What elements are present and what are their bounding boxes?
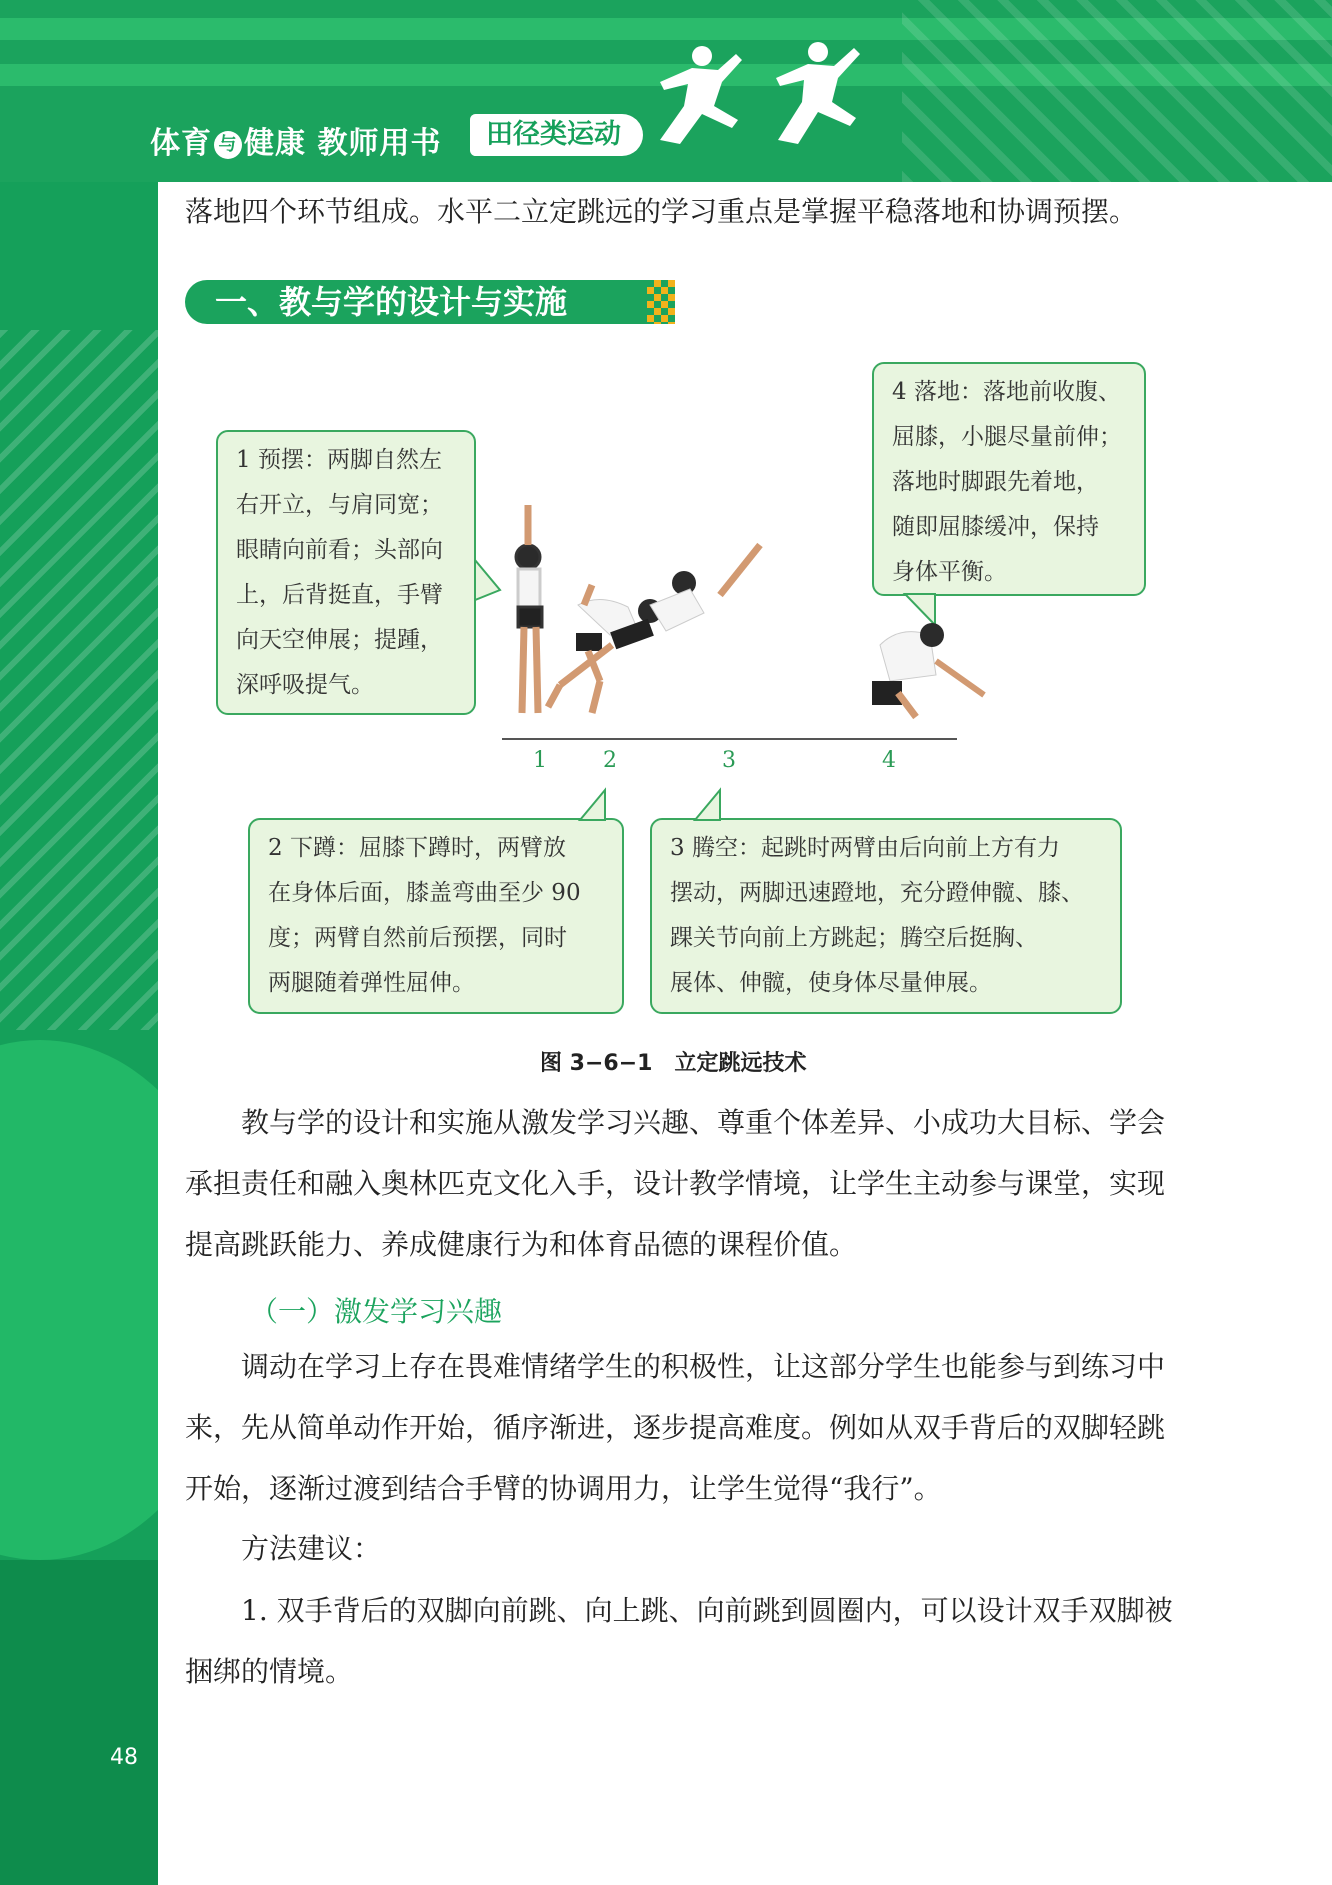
- callout-line: 眼睛向前看；头部向: [236, 537, 443, 563]
- figure-stage-4: [872, 623, 984, 717]
- section-heading: [185, 280, 675, 324]
- book-title: [150, 118, 441, 162]
- left-decor-band: [0, 0, 158, 1885]
- callout-line: 3 腾空：起跳时两臂由后向前上方有力: [670, 835, 1060, 861]
- page-header: [0, 0, 1332, 182]
- book-title-and-badge: 与: [214, 131, 242, 159]
- stage-number: 1: [533, 748, 547, 773]
- callout-line: 度；两臂自然前后预摆，同时: [268, 925, 567, 951]
- callout-line: 踝关节向前上方跳起；腾空后挺胸、: [670, 925, 1038, 951]
- callout-line: 深呼吸提气。: [236, 672, 374, 698]
- book-title-part1: 体育: [150, 126, 212, 161]
- callout-line: 两腿随着弹性屈伸。: [268, 970, 475, 996]
- callout-line: 右开立，与肩同宽；: [236, 492, 443, 518]
- callout-flight: [650, 818, 1122, 1014]
- intro-line: 落地四个环节组成。水平二立定跳远的学习重点是掌握平稳落地和协调预摆。: [185, 195, 1138, 228]
- figure-stage-3: [548, 545, 760, 707]
- callout-line: 1 预摆：两脚自然左: [236, 447, 442, 473]
- stage-number: 3: [722, 748, 736, 773]
- callout-line: 随即屈膝缓冲，保持: [892, 514, 1099, 540]
- figure-stage-2: [576, 585, 662, 713]
- callout-line: 上，后背挺直，手臂: [236, 582, 443, 608]
- stage-number: 2: [603, 748, 617, 773]
- callout-line: 摆动，两脚迅速蹬地，充分蹬伸髋、膝、: [670, 880, 1084, 906]
- ground-line: [502, 738, 957, 740]
- method-label: 方法建议：: [185, 1532, 382, 1565]
- section-heading-text: 一、教与学的设计与实施: [215, 283, 568, 321]
- callout-line: 屈膝，小腿尽量前伸；: [892, 424, 1122, 450]
- category-tag: 田径类运动: [470, 114, 643, 156]
- diagonal-stripes: [0, 330, 158, 1030]
- checker-decor: [647, 280, 675, 324]
- subheading-interest: （一）激发学习兴趣: [250, 1295, 503, 1328]
- callout-line: 向天空伸展；提踵，: [236, 627, 443, 653]
- figure-caption: 图 3−6−1 立定跳远技术: [540, 1051, 807, 1076]
- figure-stage-1: [516, 505, 542, 713]
- header-chevrons: [902, 0, 1332, 182]
- paragraph-motivation: 调动在学习上存在畏难情绪学生的积极性，让这部分学生也能参与到练习中来，先从简单动作开始，循序渐进，逐步提高难度。例如从双手背后的双脚轻跳开始，逐渐过渡到结合手臂的协调用力，让学生觉得“我行”。: [185, 1350, 1166, 1505]
- book-title-part2: 健康 教师用书: [244, 126, 442, 161]
- callout-prep-swing: [216, 430, 476, 715]
- callout-line: 2 下蹲：屈膝下蹲时，两臂放: [268, 835, 566, 861]
- paragraph-design: 教与学的设计和实施从激发学习兴趣、尊重个体差异、小成功大目标、学会承担责任和融入奥林匹克文化入手，设计教学情境，让学生主动参与课堂，实现提高跳跃能力、养成健康行为和体育品德的课程价值。: [185, 1106, 1166, 1261]
- paragraph-method-1: 1. 双手背后的双脚向前跳、向上跳、向前跳到圆圈内，可以设计双手双脚被捆绑的情境。: [185, 1594, 1173, 1688]
- standing-long-jump-figures: [500, 485, 1000, 741]
- stage-number: 4: [882, 748, 896, 773]
- callout-line: 4 落地：落地前收腹、: [892, 379, 1121, 405]
- callout-line: 落地时脚跟先着地，: [892, 469, 1099, 495]
- page-number: 48: [110, 1745, 138, 1770]
- decor-circle: [0, 1040, 158, 1560]
- callout-line: 身体平衡。: [892, 559, 1007, 585]
- decor-lower-block: [0, 1560, 158, 1885]
- callout-line: 展体、伸髋，使身体尽量伸展。: [670, 970, 992, 996]
- callout-squat: [248, 818, 624, 1014]
- runners-icon: [640, 40, 880, 170]
- callout-line: 在身体后面，膝盖弯曲至少 90: [268, 880, 581, 906]
